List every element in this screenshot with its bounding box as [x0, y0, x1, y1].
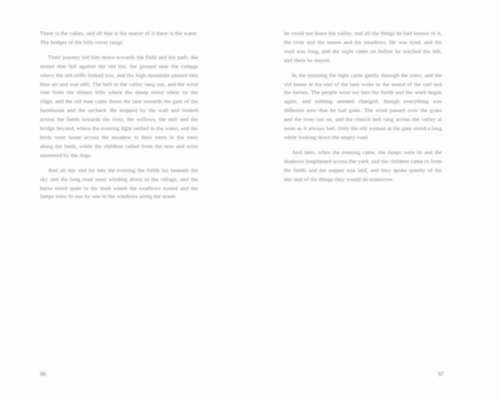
- right-paragraph-1: he could not leave the valley, and all the things he had known in it, the river and the stones and the meadows. He was tired, and the road was long, and the night came on before he reached the hill, and there he stayed.: [284, 31, 442, 64]
- right-page-number: 97: [438, 372, 444, 378]
- right-page: [284, 30, 442, 375]
- left-page: [40, 30, 198, 375]
- right-paragraph-3: And later, when the evening came, the lamps were lit and the shadows lengthened across the yard, and the children came in from the fields and the supper was laid, and they spoke quietly of the day and of the things they would do tomorrow.: [284, 149, 442, 183]
- left-page-number: 96: [40, 372, 46, 378]
- right-paragraph-2: In the morning the light came gently through the trees, and the old house at the end of the lane woke to the sound of the cart and the horses. The people went out into the fields and the work began again, and nothing seemed changed, though everything was different now that he had gone. The wind passed over the grass and the river ran on, and the church bell rang across the valley at noon as it always had. Only the old woman at the gate stood a long while looking down the empty road.: [284, 72, 442, 141]
- left-paragraph-2: Their journey led him down towards the field and the path, the stones that fell against the old hut, the ground near the cottage where the old cliffs looked low, and the high mountain passed into blue air and was still. The bell in the valley rang out, and the wind rose from the distant hills where the sheep stood silent on the ridge, and the old man came down the lane towards the gate of the farmhouse and the orchard. He stopped by the wall and looked across the fields towards the river, the willows, the mill and the bridge beyond, where the evening light settled in the water, and the birds went home across the meadow to their nests in the trees along the bank, while the children called from the lane and were answered by the dogs.: [40, 54, 198, 159]
- left-paragraph-3: And all day and far into the evening the fields lay beneath the sky and the long road went winding down to the village, and the barns stood quiet in the dusk where the swallows turned and the lamps were lit one by one in the windows along the street.: [40, 167, 198, 201]
- left-paragraph-1: There is the valley, and all that is the matter of it there is the water. The hedges of the hills cover range.: [40, 31, 198, 46]
